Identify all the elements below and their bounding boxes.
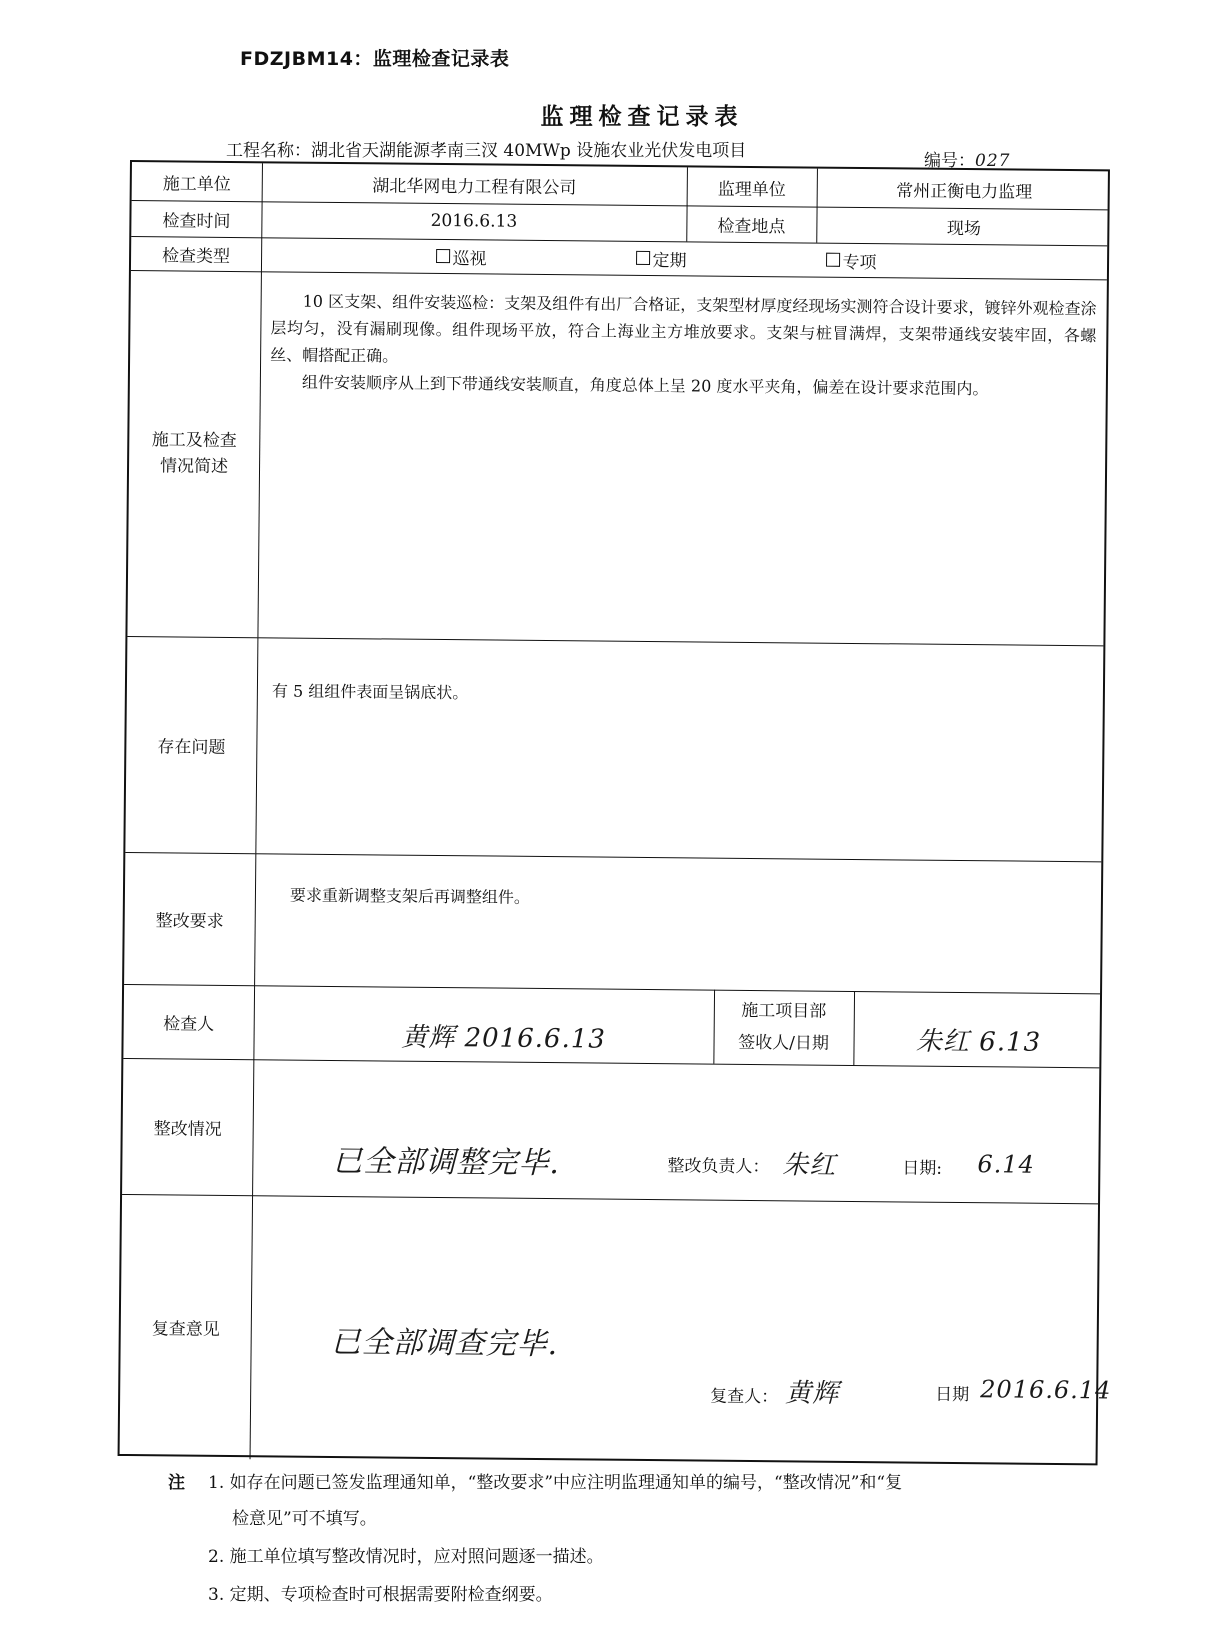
supervision-unit-value: 常州正衡电力监理	[896, 180, 1033, 203]
row-divider	[127, 636, 1103, 646]
inspection-time-label: 检查时间	[162, 210, 231, 232]
document-code: FDZJBM14：监理检查记录表	[240, 48, 510, 70]
type-regular-label: 定期	[652, 250, 687, 271]
supervision-unit-label: 监理单位	[717, 179, 786, 200]
type-regular-option[interactable]	[601, 241, 721, 276]
row-divider	[124, 984, 1100, 994]
type-special-option[interactable]	[791, 242, 911, 277]
inspector-label: 检查人	[163, 1013, 215, 1035]
rectify-date-label: 日期:	[902, 1157, 943, 1179]
row-divider	[122, 1194, 1098, 1204]
recheck-date-label: 日期	[935, 1384, 970, 1405]
rectify-requirement-label: 整改要求	[155, 910, 224, 932]
inspection-place-label: 检查地点	[717, 216, 786, 237]
row-divider	[125, 852, 1101, 862]
note-2: 2. 施工单位填写整改情况时，应对照问题逐一描述。	[208, 1547, 604, 1567]
rectify-owner-signature: 朱红	[782, 1149, 837, 1181]
description-text	[270, 287, 1097, 403]
receiver-label-line1: 施工项目部	[741, 1000, 827, 1022]
project-label: 工程名称：	[226, 141, 311, 161]
recheck-handwritten: 已全部调查完毕.	[330, 1324, 559, 1363]
type-special-label: 专项	[842, 252, 877, 273]
reviewer-signature: 黄辉	[785, 1377, 840, 1409]
recheck-date-value: 2016.6.14	[980, 1375, 1112, 1405]
note-3: 3. 定期、专项检查时可根据需要附检查纲要。	[208, 1585, 553, 1605]
rectify-status-label: 整改情况	[153, 1118, 222, 1140]
checkbox-icon	[436, 249, 450, 263]
receiver-signature: 朱红 6.13	[915, 1026, 1042, 1058]
project-name	[226, 136, 746, 161]
inspector-signature: 黄辉 2016.6.13	[401, 1022, 607, 1055]
reviewer-label: 复查人：	[710, 1386, 779, 1407]
form-title: 监理检查记录表	[540, 104, 744, 130]
inspection-place-value: 现场	[946, 218, 981, 239]
construction-unit-label: 施工单位	[162, 173, 231, 195]
recheck-label: 复查意见	[151, 1318, 220, 1340]
rectify-date-value: 6.14	[977, 1150, 1035, 1179]
description-label-line1: 施工及检查	[151, 430, 237, 452]
description-paragraph-1: 10 区支架、组件安装巡检：支架及组件有出厂合格证，支架型材厚度经现场实测符合设计要求，镀锌外观检查涂层均匀，没有漏刷现像。组件现场平放，符合上海业主方堆放要求。支架与桩冒满焊，支架带通线安装牢固，各螺丝、帽搭配正确。	[270, 291, 1097, 366]
checkbox-icon	[826, 253, 840, 267]
rectify-requirement-text: 要求重新调整支架后再调整组件。	[289, 885, 531, 907]
inspection-form-table	[118, 160, 1110, 1465]
type-patrol-option[interactable]	[401, 239, 521, 274]
description-paragraph-2: 组件安装顺序从上到下带通线安装顺直，角度总体上呈 20 度水平夹角，偏差在设计要求范围内。	[301, 372, 989, 399]
problems-text: 有 5 组组件表面呈锅底状。	[271, 681, 469, 703]
checkbox-icon	[636, 251, 650, 265]
inspection-type-label: 检查类型	[161, 245, 231, 267]
rectify-status-handwritten: 已全部调整完毕.	[332, 1143, 561, 1182]
construction-unit-value: 湖北华网电力工程有限公司	[372, 175, 577, 198]
notes-label: 注	[168, 1473, 185, 1493]
description-label	[127, 270, 261, 637]
receiver-label	[713, 990, 854, 1065]
rectify-owner-label: 整改负责人：	[667, 1155, 770, 1177]
note-1-line2: 检意见”可不填写。	[232, 1509, 377, 1529]
receiver-label-line2: 签收人/日期	[738, 1032, 830, 1054]
type-patrol-label: 巡视	[452, 248, 487, 269]
note-1-line1: 1. 如存在问题已签发监理通知单，“整改要求”中应注明监理通知单的编号，“整改情况”和“复	[208, 1473, 903, 1493]
problems-label: 存在问题	[157, 736, 226, 758]
inspection-time-value: 2016.6.13	[430, 210, 518, 232]
serial-label: 编号：	[924, 151, 975, 171]
serial-value: 027	[975, 151, 1011, 171]
description-label-line2: 情况简述	[159, 456, 229, 477]
project-value: 湖北省天湖能源孝南三汊 40MWp 设施农业光伏发电项目	[311, 141, 747, 161]
